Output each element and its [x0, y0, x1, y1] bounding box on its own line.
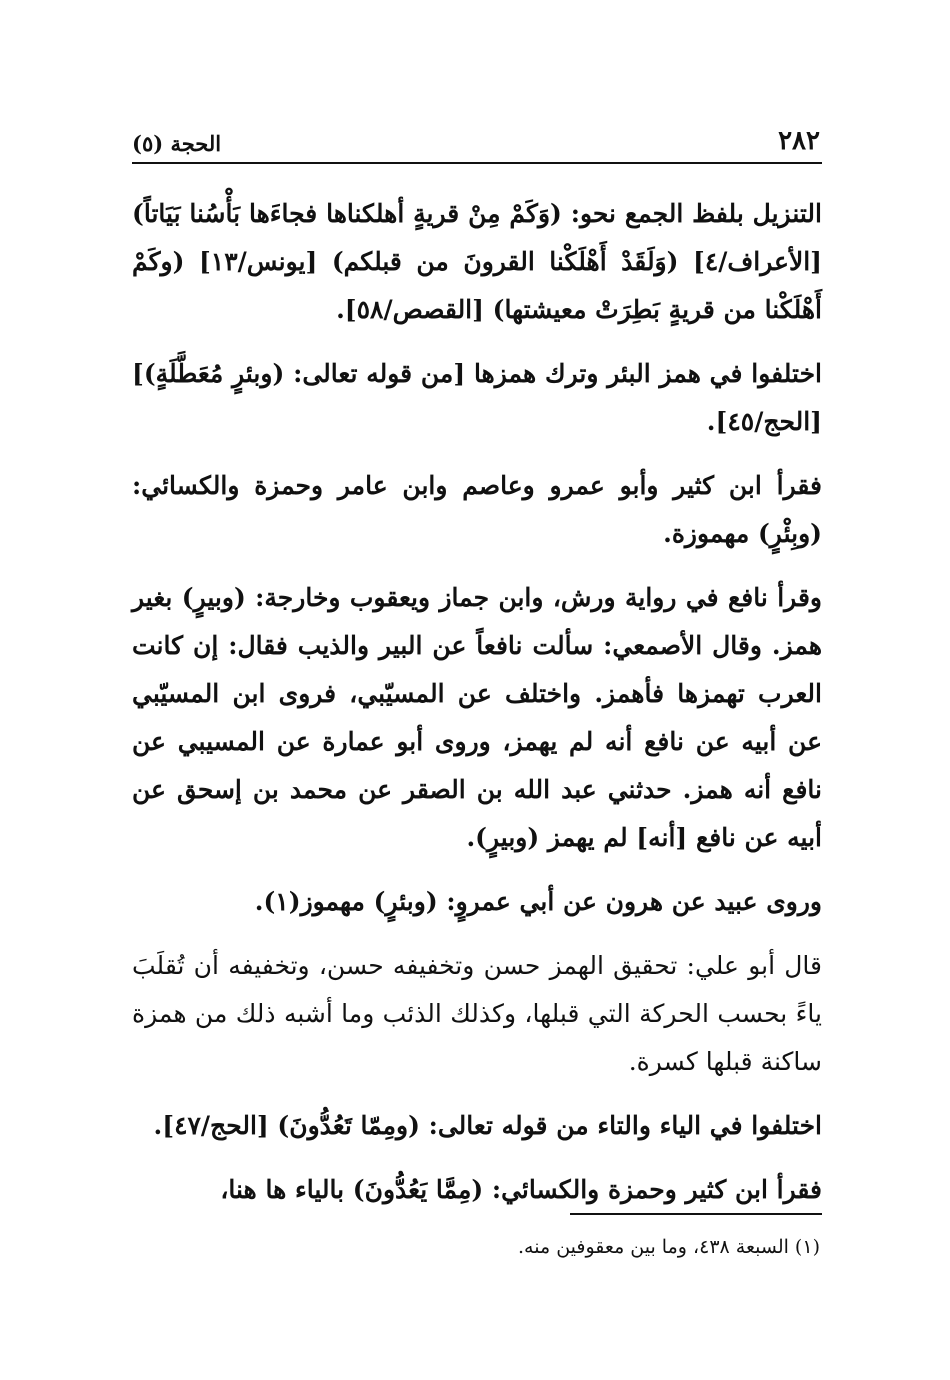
page-header [132, 110, 820, 154]
footnote: (١) السبعة ٤٣٨، وما بين معقوفين منه. [518, 1236, 820, 1258]
running-title: الحجة (٥) [132, 131, 222, 156]
paragraph-6: قال أبو علي: تحقيق الهمز حسن وتخفيفه حسن، وتخفيفه أن تُقلَبَ ياءً بحسب الحركة التي قبلها، وكذلك الذئب وما أشبه ذلك من همزة ساكنة قبلها كسرة. [132, 951, 822, 1076]
paragraph-5: وروى عبيد عن هرون عن أبي عمروٍ: (وبئرٍ) مهموز(١). [254, 887, 822, 916]
footnote-rule [570, 1213, 822, 1215]
paragraph-7: اختلفوا في الياء والتاء من قوله تعالى: (ومِمّا تَعُدُّونَ) [الحج/٤٧]. [153, 1111, 822, 1140]
paragraph-1: التنزيل بلفظ الجمع نحو: (وَكَمْ مِنْ قريةٍ أهلكناها فجاءَها بَأْسُنا بَيَاتاً) [الأعراف/٤] (وَلَقَدْ أَهْلَكْنا القرونَ من قبلكم) [يونس/١٣] (وكَمْ أَهْلَكْنا من قريةٍ بَطِرَتْ معيشتها) [القصص/٥٨]. [132, 199, 822, 324]
paragraph-2: اختلفوا في همز البئر وترك همزها [من قوله تعالى: (وبئرٍ مُعَطَّلَةٍ)] [الحج/٤٥]. [132, 359, 822, 436]
header-rule [132, 162, 822, 164]
main-text [132, 190, 822, 1230]
paragraph-4: وقرأ نافع في رواية ورش، وابن جماز ويعقوب وخارجة: (وبيرٍ) بغير همز. وقال الأصمعي: سألت نافعاً عن البير والذيب فقال: إن كانت العرب تهمزها فأهمز. واختلف عن المسيّبي، فروى ابن المسيّبي عن أبيه عن نافع أنه لم يهمز، وروى أبو عمارة عن المسيبي عن نافع أنه همز. حدثني عبد الله بن الصقر عن محمد بن إسحق عن أبيه عن نافع [أنه] لم يهمز (وبيرٍ). [132, 583, 822, 852]
paragraph-8: فقرأ ابن كثير وحمزة والكسائي: (مِمَّا يَعُدُّونَ) بالياء ها هنا، [220, 1175, 822, 1204]
paragraph-3: فقرأ ابن كثير وأبو عمرو وعاصم وابن عامر وحمزة والكسائي: (وبِئْرٍ) مهموزة. [132, 471, 822, 548]
page-number: ٢٨٢ [778, 126, 820, 156]
